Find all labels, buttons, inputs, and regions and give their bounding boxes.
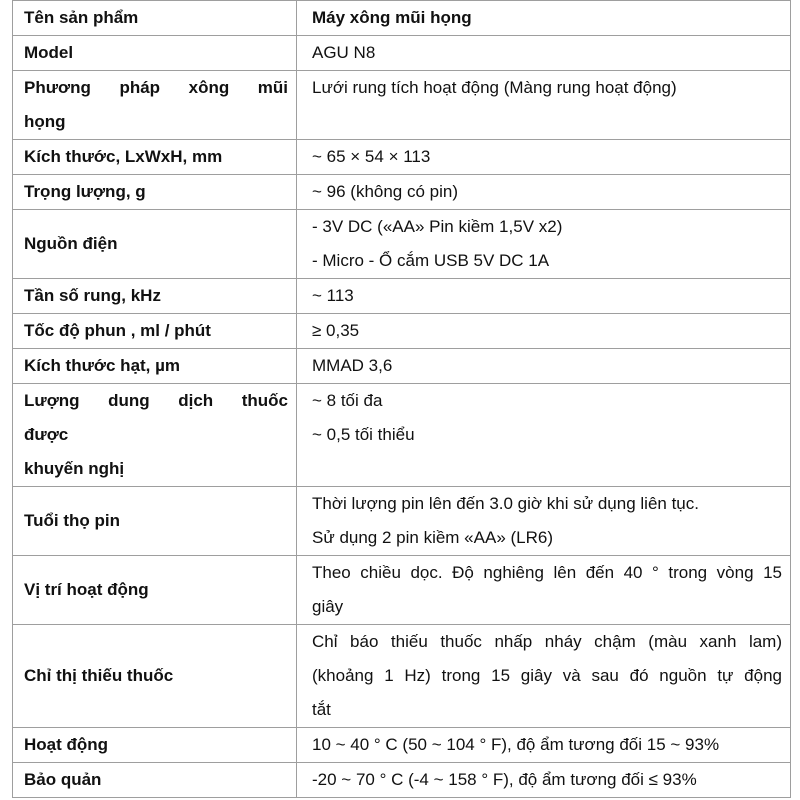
value-line: ~ 8 tối đa [312,391,383,410]
row-label: Nguồn điện [13,210,297,279]
row-label: Vị trí hoạt động [13,556,297,625]
value-line: - 3V DC («AA» Pin kiềm 1,5V x2) [312,217,563,236]
row-label: Chỉ thị thiếu thuốc [13,625,297,728]
row-value [297,210,791,279]
row-value [297,36,791,71]
header-label-cell: Tên sản phẩm [13,1,297,36]
table-row-particle-size [13,349,791,384]
value-line: tắt [312,700,331,719]
table-row-storage [13,763,791,798]
row-value [297,625,791,728]
value-line: Lưới rung tích hoạt động (Màng rung hoạt động) [312,78,677,97]
table-header-row [13,1,791,36]
value-line: Theo chiều dọc. Độ nghiêng lên đến 40 ° trong vòng 15 [312,563,782,582]
row-label: Trọng lượng, g [13,175,297,210]
value-line: ~ 96 (không có pin) [312,182,459,201]
label-line: Lượng dung dịch thuốc [24,391,288,410]
value-line: Thời lượng pin lên đến 3.0 giờ khi sử dụng liên tục. [312,494,699,513]
label-line: được [24,425,69,444]
row-value [297,140,791,175]
row-label: Bảo quản [13,763,297,798]
row-label: Model [13,36,297,71]
value-line: Sử dụng 2 pin kiềm «AA» (LR6) [312,528,554,547]
value-line: - Micro - Ổ cắm USB 5V DC 1A [312,251,550,270]
row-value [297,314,791,349]
header-product-name-cell: Máy xông mũi họng [297,1,791,36]
row-value [297,487,791,556]
table-row-frequency [13,279,791,314]
value-line: AGU N8 [312,43,376,62]
table-row-method [13,71,791,140]
row-value [297,384,791,487]
table-row-operating-position [13,556,791,625]
label-line: họng [24,112,66,131]
row-value [297,175,791,210]
row-label [13,71,297,140]
value-line: MMAD 3,6 [312,356,393,375]
row-label: Kích thước, LxWxH, mm [13,140,297,175]
table-row-model [13,36,791,71]
value-line: -20 ~ 70 ° C (-4 ~ 158 ° F), độ ẩm tương đối ≤ 93% [312,770,697,789]
specification-table [12,0,791,798]
value-line: Chỉ báo thiếu thuốc nhấp nháy chậm (màu xanh lam) [312,632,782,651]
value-line: giây [312,597,344,616]
table-row-battery-life [13,487,791,556]
row-value [297,763,791,798]
table-row-recommended-volume [13,384,791,487]
row-label: Tốc độ phun , ml / phút [13,314,297,349]
row-value [297,349,791,384]
table-row-low-medicine-indicator [13,625,791,728]
row-label: Tuổi thọ pin [13,487,297,556]
row-value [297,279,791,314]
table-row-weight [13,175,791,210]
row-label [13,384,297,487]
spec-sheet [12,0,790,798]
label-line: Phương pháp xông mũi [24,78,288,97]
label-line: khuyến nghị [24,459,125,478]
row-label: Kích thước hạt, µm [13,349,297,384]
row-value [297,728,791,763]
value-line: ≥ 0,35 [312,321,360,340]
value-line: (khoảng 1 Hz) trong 15 giây và sau đó nguồn tự động [312,666,782,685]
row-value [297,71,791,140]
table-row-dimensions [13,140,791,175]
value-line: ~ 0,5 tối thiểu [312,425,415,444]
value-line: 10 ~ 40 ° C (50 ~ 104 ° F), độ ẩm tương đối 15 ~ 93% [312,735,720,754]
row-label: Hoạt động [13,728,297,763]
row-label: Tần số rung, kHz [13,279,297,314]
value-line: ~ 65 × 54 × 113 [312,147,431,166]
table-row-spray-rate [13,314,791,349]
table-row-operation [13,728,791,763]
row-value [297,556,791,625]
value-line: ~ 113 [312,286,354,305]
table-row-power [13,210,791,279]
